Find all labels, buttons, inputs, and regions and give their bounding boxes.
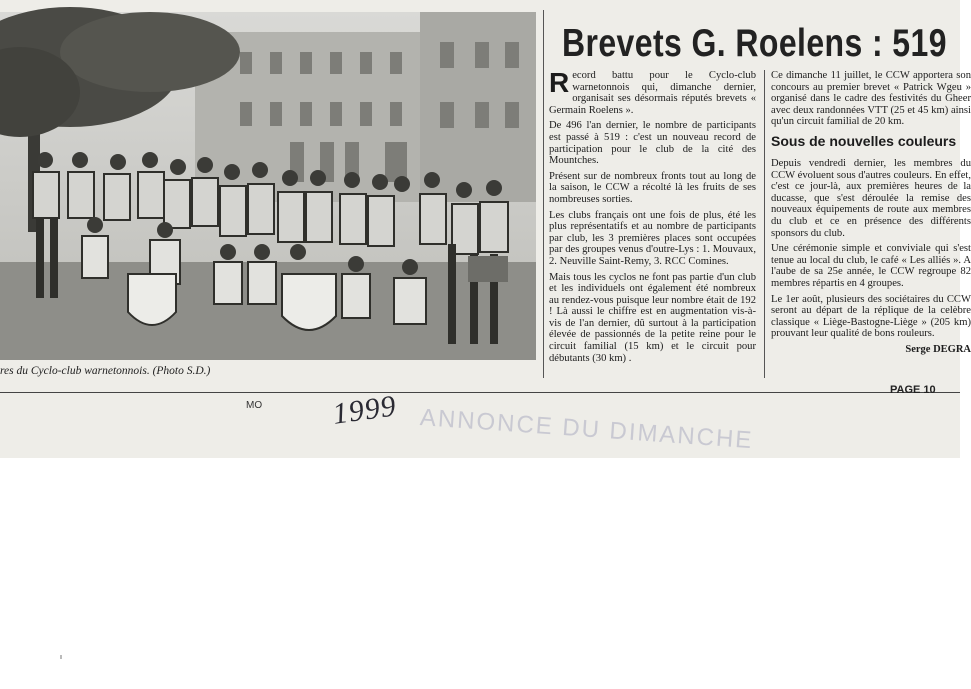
article-paragraph: Le 1er août, plusieurs des sociétaires du CCW seront au départ de la réplique de la celèbre classique « Liège-Bastogne-Liège » (205 km) prouvant leur qualité de bons rouleurs. [771, 293, 971, 340]
handwritten-year: 1999 [330, 389, 399, 431]
faded-stamp: ANNONCE DU DIMANCHE [419, 404, 755, 455]
club-group-photo [0, 12, 536, 360]
article-column-2 [771, 70, 971, 388]
page-number-tag: PAGE 10 [890, 384, 936, 396]
column-divider [543, 10, 544, 378]
drop-cap: R [549, 67, 570, 98]
photo-caption: res du Cyclo-club warnetonnois. (Photo S.D.) [0, 365, 211, 377]
article-paragraph: Présent sur de nombreux fronts tout au long de la saison, le CCW a récolté là les fruits de ses nombreuses sorties. [549, 170, 756, 205]
article-headline: Brevets G. Roelens : 519 [562, 22, 947, 65]
article-paragraph: Depuis vendredi dernier, les membres du CCW évoluent sous d'autres couleurs. En effet, c'est ce jour-là, aux premières heures de la ducasse, que s'est déroulée la remise des nouveaux équipements de route aux membres du club et ce en présence des différents sponsors du club. [771, 157, 971, 239]
article-paragraph: Une cérémonie simple et conviviale qui s'est tenue au local du club, le café « Les alliés ». A l'aube de sa 25e année, le CCW regroupe 82 membres répartis en 4 groupes. [771, 243, 971, 289]
author-byline: Serge DEGRA [905, 343, 971, 355]
column-divider [764, 70, 765, 378]
scan-speck [60, 655, 62, 659]
page-footer-rule [0, 392, 960, 393]
article-paragraph: Mais tous les cyclos ne font pas partie d'un club et les individuels ont également été nombreux au rendez-vous puisque leur nombre était de 192 ! Là aussi le chiffre est en augmentation vis-à-vis de l'an dernier, dû surtout à la participation élevée de passionnés de la petite reine pour le circuit familial (15 km) et le circuit pour débutants (30 km) . [549, 271, 756, 364]
article-column-1 [549, 67, 756, 380]
article-paragraph: Les clubs français ont une fois de plus, été les plus représentatifs et au nombre de participants par club, les 3 premières places sont occupées par des groupes venus d'outre-Lys : 1. Mouvaux, 2. Neuville Saint-Remy, 3. RCC Comines. [549, 209, 756, 267]
article-paragraph: Ce dimanche 11 juillet, le CCW apportera son concours au premier brevet « Patrick Wgeu » organisé dans le cadre des festivités du Gheer avec deux randonnées VTT (25 et 45 km) ainsi qu'un circuit familial de 20 km. [771, 70, 971, 128]
article-paragraph: De 496 l'an dernier, le nombre de participants est passé à 519 : c'est un nouveau record de participation pour le club de la cité des Mountches. [549, 120, 756, 167]
edition-mark: MO [246, 400, 263, 411]
section-subhead: Sous de nouvelles couleurs [771, 132, 957, 149]
article-paragraph: Record battu pour le Cyclo-club warnetonnois qui, dimanche dernier, organisait ses désormais réputés brevets « Germain Roelens ». [549, 67, 756, 116]
